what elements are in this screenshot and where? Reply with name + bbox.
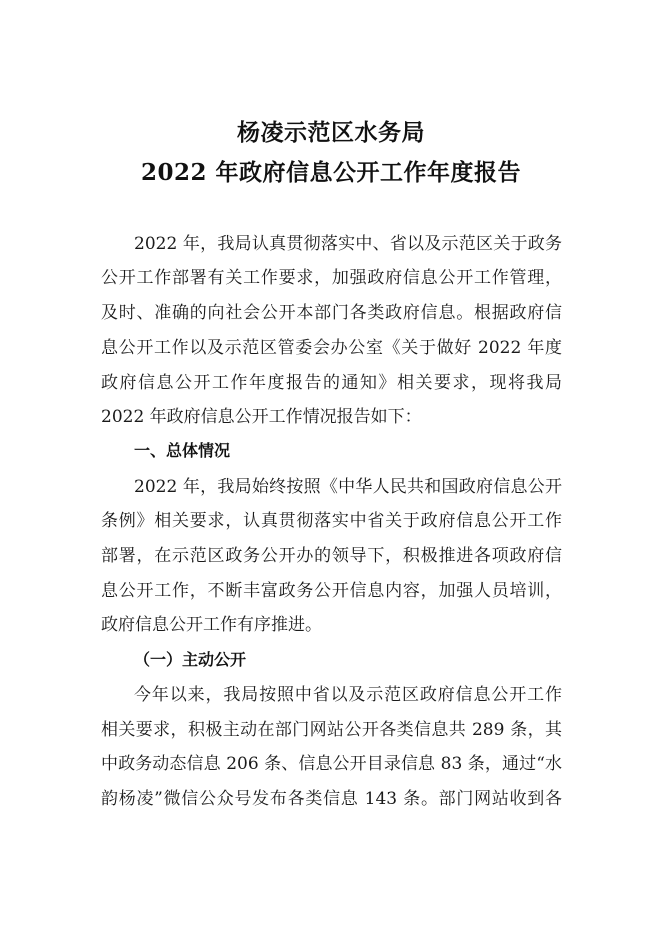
subsection1-paragraph-line: 今年以来，我局按照中省以及示范区政府信息公开工作	[134, 685, 562, 705]
section1-paragraph-line: 部署，在示范区政务公开办的领导下，积极推进各项政府信	[101, 546, 562, 566]
section1-paragraph-line: 条例》相关要求，认真贯彻落实中省关于政府信息公开工作	[101, 511, 562, 531]
document-title-line-1: 杨凌示范区水务局	[237, 119, 425, 146]
intro-paragraph-line: 政府信息公开工作年度报告的通知》相关要求，现将我局	[101, 373, 562, 393]
intro-paragraph-line: 公开工作部署有关工作要求，加强政府信息公开工作管理，	[101, 268, 562, 288]
document-title-line-2: 2022 年政府信息公开工作年度报告	[140, 159, 522, 186]
section-heading-overview: 一、总体情况	[134, 441, 231, 460]
subsection-heading-active-disclosure: （一）主动公开	[134, 650, 247, 669]
section1-paragraph-line: 息公开工作，不断丰富政务公开信息内容，加强人员培训，	[101, 581, 562, 601]
intro-paragraph-line: 息公开工作以及示范区管委会办公室《关于做好 2022 年度	[101, 338, 562, 358]
subsection1-paragraph-line: 相关要求，积极主动在部门网站公开各类信息共 289 条，其	[101, 720, 562, 740]
intro-paragraph-line: 及时、准确的向社会公开本部门各类政府信息。根据政府信	[101, 303, 562, 323]
section1-paragraph-line: 2022 年，我局始终按照《中华人民共和国政府信息公开	[134, 477, 562, 497]
intro-paragraph-line: 2022 年政府信息公开工作情况报告如下：	[101, 407, 422, 427]
intro-paragraph-line: 2022 年，我局认真贯彻落实中、省以及示范区关于政务	[134, 234, 562, 254]
section1-paragraph-line: 政府信息公开工作有序推进。	[101, 615, 322, 635]
subsection1-paragraph-line: 中政务动态信息 206 条、信息公开目录信息 83 条，通过“水	[101, 754, 562, 774]
subsection1-paragraph-line: 韵杨凌”微信公众号发布各类信息 143 条。部门网站收到各	[101, 789, 562, 809]
